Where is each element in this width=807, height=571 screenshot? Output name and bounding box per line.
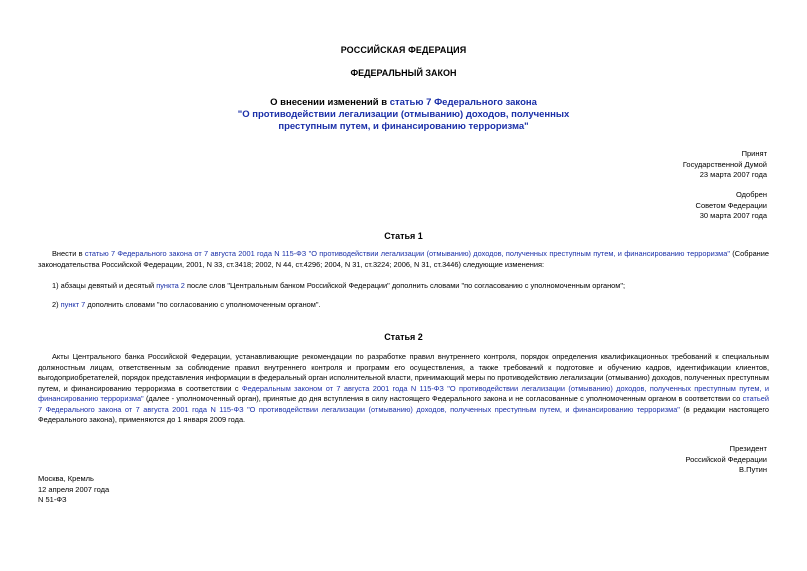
title-line-3[interactable]: преступным путем, и финансированию терроризма" [278,121,529,132]
item-2-text-a: 2) [52,300,61,309]
item-1-text-a: 1) абзацы девятый и десятый [52,281,157,290]
article-1-p1-text-b: (Собрание законодательства Российской Федерации, 2001, N 33, ст.3418; 2002, N 44, ст.4296; 2004, N 31, ст.3224; 2006, N 31, ст.3446) следующие изменения: [38,249,769,269]
article-1-heading: Статья 1 [384,231,423,241]
item-2-text-b: дополнить словами "по согласованию с уполномоченным органом". [85,300,321,309]
article-1-item-1 [52,281,769,292]
article-2-text-a: Акты Центрального банка Российской Федерации, устанавливающие рекомендации по разработке правил внутреннего контроля, порядок определения квалификационных требований к специальным должностным лицам, ответственным за соблюдение правил внутреннего контроля и программ его осуществления, а также требований к подготовке и обучению кадров, идентификации клиентов, выгодоприобретателей, порядок представления информации в федеральный орган исполнительной власти, принимающий меры по противодействию легализации (отмыванию) доходов, полученных преступным путем, и финансированию терроризма в соответствии с [38,352,769,393]
signature-name: В.Путин [739,465,767,474]
item-1-link[interactable]: пункта 2 [156,281,185,290]
place-date-block [38,474,109,506]
title-line-2[interactable]: "О противодействии легализации (отмыванию) доходов, полученных [237,109,570,120]
approved-block [696,190,767,222]
article-2-heading: Статья 2 [384,332,423,342]
article-2-law-link-2[interactable]: статьей 7 Федерального закона от 7 августа 2001 года N 115-ФЗ "О противодействии легализации (отмыванию) доходов, полученных преступным путем, и финансированию терроризма" [38,394,769,414]
approved-date: 30 марта 2007 года [699,211,767,220]
signature-title: Президент [729,444,767,453]
law-number: N 51-ФЗ [38,495,67,504]
federation-heading: РОССИЙСКАЯ ФЕДЕРАЦИЯ [340,45,467,55]
approved-by: Советом Федерации [695,200,767,210]
article-1-paragraph-1 [38,249,769,270]
item-1-text-b: после слов "Центральным банком Российской Федерации" дополнить словами "по согласованию с уполномоченным органом"; [184,281,626,290]
signature-block [685,444,767,476]
law-type-heading: ФЕДЕРАЛЬНЫЙ ЗАКОН [350,68,457,78]
article-2-paragraph [38,352,769,426]
adopted-by: Государственной Думой [682,159,767,169]
article-1-item-2 [52,300,769,311]
law-title [0,97,807,133]
article-2-text-b: (далее - уполномоченный орган), принятые до дня вступления в силу настоящего Федерального закона и не согласованные с уполномоченным органом в соответствии со [143,394,743,403]
adopted-label: Принят [741,149,767,158]
article-1-law-link[interactable]: статью 7 Федерального закона от 7 августа 2001 года N 115-ФЗ "О противодействии легализации (отмыванию) доходов, полученных преступным путем, и финансированию терроризма" [84,249,730,258]
signing-date: 12 апреля 2007 года [38,484,110,494]
title-article-link[interactable]: статью 7 Федерального закона [389,97,537,108]
adopted-block [683,149,767,181]
approved-label: Одобрен [736,190,767,199]
title-prefix: О внесении изменений в [270,97,390,108]
article-1-p1-text-a: Внести в [52,249,85,258]
article-2-law-link-1[interactable]: Федеральным законом от 7 августа 2001 года N 115-ФЗ "О противодействии легализации (отмыванию) доходов, полученных преступным путем, и финансированию терроризма" [38,383,769,403]
adopted-date: 23 марта 2007 года [699,170,767,179]
signature-country: Российской Федерации [685,454,767,464]
place: Москва, Кремль [38,474,94,483]
article-2-text-c: (в редакции настоящего Федерального закона), применяются до 1 января 2009 года. [38,404,769,424]
item-2-link[interactable]: пункт 7 [60,300,86,309]
